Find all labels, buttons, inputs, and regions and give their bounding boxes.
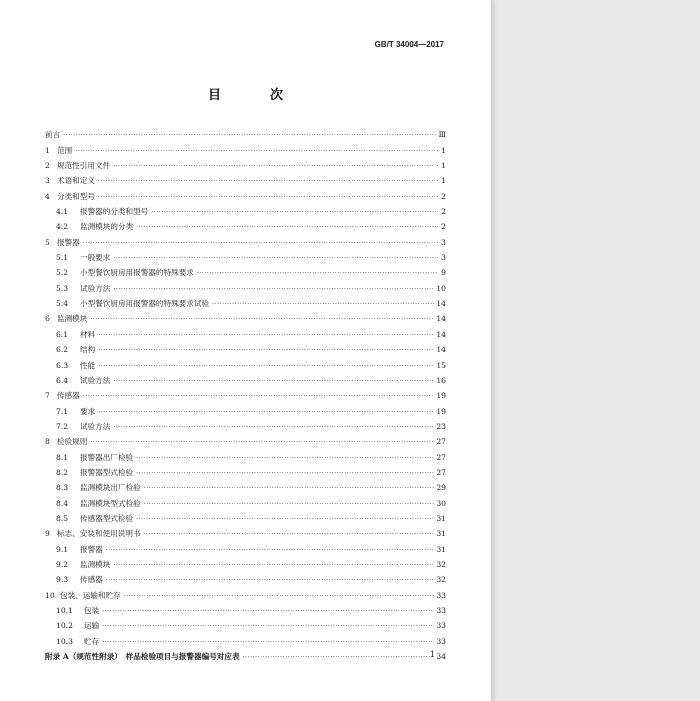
toc-entry-number: 8.1	[56, 452, 69, 462]
toc-entry-page: 1	[441, 161, 446, 171]
toc-leader-dots	[124, 592, 435, 601]
toc-entry[interactable]	[45, 278, 446, 293]
toc-entry[interactable]	[45, 340, 446, 355]
toc-entry[interactable]	[45, 555, 446, 570]
toc-entry-number: 8.4	[56, 498, 69, 508]
toc-entry-page: 32	[436, 559, 446, 569]
toc-entry-number: 8.5	[56, 513, 69, 523]
toc-entry-label: 包装	[84, 606, 100, 615]
toc-entry-label: 结构	[80, 345, 96, 355]
toc-entry-label: 传感器	[80, 575, 103, 585]
toc-entry-number: 6	[45, 314, 50, 324]
toc-entry-page: 29	[436, 483, 446, 493]
toc-entry[interactable]	[45, 309, 446, 324]
toc-entry-page: 2	[441, 207, 446, 217]
standard-code: GB/T 34004—2017	[374, 40, 444, 49]
toc-entry-page: 1	[441, 176, 446, 186]
toc-entry[interactable]	[45, 463, 446, 478]
toc-entry-number: 10.2	[56, 621, 73, 631]
toc-leader-dots	[98, 331, 434, 340]
toc-entry[interactable]	[45, 616, 446, 631]
toc-entry-number: 6.4	[56, 375, 69, 385]
toc-leader-dots	[136, 223, 438, 232]
toc-entry-label: 标志、安装和使用说明书	[57, 529, 141, 539]
toc-entry-page: 27	[436, 452, 446, 462]
toc-entry[interactable]	[45, 324, 446, 339]
toc-entry-number: 4.2	[56, 222, 69, 232]
toc-entry[interactable]	[45, 386, 446, 401]
toc-leader-dots	[113, 377, 434, 386]
toc-entry-number: 6.1	[56, 329, 69, 339]
toc-entry[interactable]	[45, 447, 446, 462]
toc-entry-label: 检验规则	[57, 437, 88, 447]
toc-entry-page: 19	[436, 391, 446, 401]
toc-leader-dots	[136, 515, 434, 524]
toc-leader-dots	[243, 653, 435, 662]
toc-entry-label: 报警器	[80, 544, 103, 554]
toc-entry[interactable]	[45, 125, 446, 140]
toc-entry-number: 7.1	[56, 406, 69, 416]
toc-entry-page: 2	[441, 191, 446, 201]
toc-leader-dots	[136, 469, 434, 478]
toc-entry-label: 监测模块型式检验	[80, 498, 141, 508]
toc-entry-label: 规范性引用文件	[57, 161, 111, 171]
toc-entry[interactable]	[45, 524, 446, 539]
toc-entry-number: 8.2	[56, 467, 69, 477]
toc-entry[interactable]	[45, 217, 446, 232]
toc-entry-number: 5.1	[56, 253, 69, 263]
toc-entry-label: 运输	[84, 621, 100, 631]
toc-entry-page: 31	[436, 513, 446, 523]
toc-entry-label: 传感器	[57, 391, 80, 401]
toc-leader-dots	[106, 546, 435, 555]
toc-entry[interactable]	[45, 156, 446, 171]
toc-leader-dots	[83, 239, 438, 248]
toc-entry-page: 27	[436, 467, 446, 477]
toc-entry[interactable]	[45, 509, 446, 524]
toc-entry-label: 报警器出厂检验	[80, 452, 134, 462]
toc-entry[interactable]	[45, 401, 446, 416]
toc-entry-number: 4.1	[56, 207, 69, 217]
toc-entry-label: 试验方法	[80, 283, 111, 293]
toc-leader-dots	[113, 162, 438, 171]
toc-entry-number: 8.3	[56, 483, 69, 493]
toc-entry-number: 9.1	[56, 544, 69, 554]
toc-entry-page: 32	[436, 575, 446, 585]
toc-entry-page: 10	[436, 283, 446, 293]
toc-entry-page: 9	[441, 268, 446, 278]
toc-entry-page: 33	[436, 590, 446, 600]
toc-leader-dots	[106, 576, 435, 585]
toc-entry-number: 5.4	[56, 299, 69, 309]
toc-entry-label: 术语和定义	[57, 176, 95, 186]
toc-entry-page: 27	[436, 437, 446, 447]
toc-entry-label: 性能	[80, 360, 96, 370]
toc-entry-page: 1	[441, 145, 446, 155]
toc-entry-label: 材料	[80, 329, 96, 339]
toc-entry-page: 3	[441, 237, 446, 247]
toc-entry-number: 3	[45, 176, 50, 186]
toc-entry[interactable]	[45, 601, 446, 616]
toc-entry-page: 23	[436, 421, 446, 431]
toc-leader-dots	[197, 269, 438, 278]
toc-entry-number: 1	[45, 145, 50, 155]
toc-entry[interactable]	[45, 539, 446, 554]
toc-leader-dots	[144, 530, 435, 539]
toc-leader-dots	[102, 607, 434, 616]
toc-entry[interactable]	[45, 631, 446, 646]
toc-entry[interactable]	[45, 171, 446, 186]
toc-leader-dots	[144, 484, 435, 493]
toc-entry[interactable]	[45, 248, 446, 263]
toc-entry-label: 监测模块	[80, 559, 111, 569]
toc-entry-label: 试验方法	[80, 421, 111, 431]
toc-entry[interactable]	[45, 570, 446, 585]
toc-leader-dots	[98, 177, 438, 186]
toc-entry[interactable]	[45, 478, 446, 493]
toc-entry[interactable]	[45, 202, 446, 217]
toc-entry-label: 附录 A（规范性附录） 样品检验项目与报警器编号对应表	[45, 652, 240, 662]
toc-entry-number: 9.3	[56, 575, 69, 585]
toc-entry-number: 2	[45, 161, 50, 171]
table-of-contents	[45, 125, 446, 662]
toc-entry-page: 14	[436, 299, 446, 309]
toc-leader-dots	[98, 346, 434, 355]
toc-leader-dots	[90, 315, 434, 324]
toc-entry[interactable]	[45, 140, 446, 155]
toc-entry-number: 7.2	[56, 421, 69, 431]
toc-entry-label: 分类和型号	[57, 191, 95, 201]
toc-entry-page: 33	[436, 606, 446, 615]
toc-entry-label: 小型餐饮厨房用报警器的特殊要求	[80, 268, 194, 278]
toc-entry-label: 前言	[45, 130, 61, 140]
toc-entry-number: 6.3	[56, 360, 69, 370]
toc-entry-page: 30	[436, 498, 446, 508]
toc-leader-dots	[113, 561, 434, 570]
toc-entry-label: 范围	[57, 145, 73, 155]
toc-entry-number: 10	[45, 590, 55, 600]
toc-title: 目 次	[207, 88, 301, 103]
toc-entry-page: 15	[436, 360, 446, 370]
toc-entry-label: 监测模块出厂检验	[80, 483, 141, 493]
toc-entry-label: 报警器型式检验	[80, 467, 134, 477]
toc-leader-dots	[63, 131, 436, 140]
toc-entry-number: 4	[45, 191, 50, 201]
toc-entry-page: 34	[436, 652, 446, 662]
toc-leader-dots	[144, 500, 435, 509]
page-number: 1	[430, 650, 436, 659]
toc-entry-page: Ⅲ	[438, 130, 446, 140]
toc-entry-label: 监测模块	[57, 314, 88, 324]
toc-entry[interactable]	[45, 417, 446, 432]
toc-entry[interactable]	[45, 232, 446, 247]
toc-leader-dots	[75, 147, 438, 156]
toc-leader-dots	[113, 423, 434, 432]
toc-entry-page: 14	[436, 329, 446, 339]
toc-leader-dots	[136, 454, 434, 463]
toc-entry[interactable]	[45, 294, 446, 309]
toc-entry-label: 包装、运输和贮存	[60, 590, 121, 600]
toc-leader-dots	[151, 208, 438, 217]
toc-leader-dots	[102, 638, 434, 647]
toc-entry-label: 要求	[80, 406, 96, 416]
toc-entry[interactable]	[45, 493, 446, 508]
toc-entry-number: 5.3	[56, 283, 69, 293]
toc-entry-label: 传感器型式检验	[80, 513, 134, 523]
toc-entry-number: 9.2	[56, 559, 69, 569]
toc-entry-label: 贮存	[84, 636, 100, 646]
toc-leader-dots	[113, 285, 434, 294]
toc-entry-number: 6.2	[56, 345, 69, 355]
toc-entry-number: 10.1	[56, 606, 73, 615]
toc-entry-page: 31	[436, 529, 446, 539]
toc-entry-page: 19	[436, 406, 446, 416]
toc-entry-label: 试验方法	[80, 375, 111, 385]
toc-entry[interactable]	[45, 186, 446, 201]
toc-entry[interactable]	[45, 647, 446, 662]
toc-entry-number: 5.2	[56, 268, 69, 278]
toc-entry-page: 14	[436, 314, 446, 324]
toc-entry-number: 10.3	[56, 636, 73, 646]
toc-entry-page: 14	[436, 345, 446, 355]
toc-entry[interactable]	[45, 355, 446, 370]
toc-entry-label: 监测模块的分类	[80, 222, 134, 232]
toc-entry-page: 2	[441, 222, 446, 232]
toc-entry[interactable]	[45, 585, 446, 600]
toc-entry-page: 3	[441, 253, 446, 263]
toc-leader-dots	[102, 622, 434, 631]
toc-entry-number: 7	[45, 391, 50, 401]
toc-leader-dots	[98, 408, 434, 417]
toc-leader-dots	[83, 392, 435, 401]
toc-leader-dots	[212, 300, 434, 309]
toc-leader-dots	[98, 193, 438, 202]
toc-leader-dots	[98, 362, 434, 371]
toc-entry-page: 33	[436, 636, 446, 646]
toc-entry-page: 31	[436, 544, 446, 554]
toc-leader-dots	[90, 438, 434, 447]
toc-entry-page: 16	[436, 375, 446, 385]
toc-entry-label: 一般要求	[80, 253, 111, 263]
toc-entry-label: 报警器的分类和型号	[80, 207, 149, 217]
toc-entry[interactable]	[45, 371, 446, 386]
toc-entry[interactable]	[45, 432, 446, 447]
toc-entry-number: 9	[45, 529, 50, 539]
toc-entry[interactable]	[45, 263, 446, 278]
toc-entry-page: 33	[436, 621, 446, 631]
toc-entry-number: 5	[45, 237, 50, 247]
toc-leader-dots	[113, 254, 438, 263]
toc-entry-number: 8	[45, 437, 50, 447]
toc-entry-label: 报警器	[57, 237, 80, 247]
toc-entry-label: 小型餐饮厨房用报警器的特殊要求试验	[80, 299, 210, 309]
